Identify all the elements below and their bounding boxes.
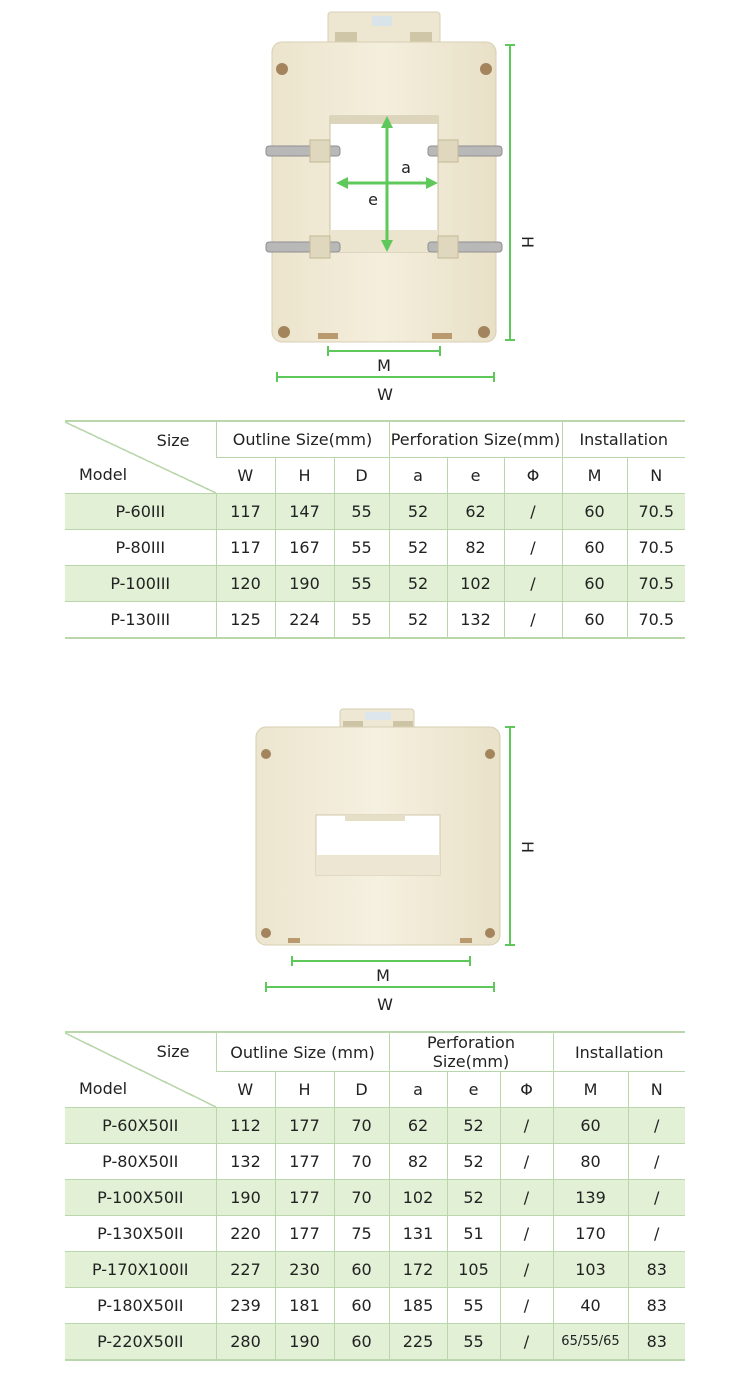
value-cell: 60 [334, 1288, 389, 1324]
value-cell: 105 [447, 1252, 500, 1288]
value-cell: 112 [216, 1108, 275, 1144]
perforation-window [316, 815, 440, 875]
dim-w-label: W [377, 385, 393, 404]
value-cell: 55 [447, 1288, 500, 1324]
table-row [65, 1252, 685, 1288]
value-cell: 65/55/65 [553, 1324, 628, 1361]
table-row [65, 1288, 685, 1324]
value-cell: 52 [389, 602, 447, 639]
value-cell: 167 [275, 530, 334, 566]
dim-h-label: H [518, 235, 537, 249]
value-cell: / [504, 566, 562, 602]
table1-col-d: D [334, 458, 389, 494]
value-cell: 40 [553, 1288, 628, 1324]
table2-col-w: W [216, 1072, 275, 1108]
value-cell: 190 [216, 1180, 275, 1216]
value-cell: 52 [447, 1180, 500, 1216]
spec-table-2 [65, 1031, 685, 1361]
value-cell: 117 [216, 494, 275, 530]
value-cell: 55 [447, 1324, 500, 1361]
value-cell: 239 [216, 1288, 275, 1324]
table2-col-n: N [628, 1072, 685, 1108]
value-cell: 70 [334, 1108, 389, 1144]
table-row [65, 1108, 685, 1144]
table1-col-h: H [275, 458, 334, 494]
value-cell: / [504, 602, 562, 639]
value-cell: 224 [275, 602, 334, 639]
table2-col-phi: Φ [500, 1072, 553, 1108]
value-cell: 170 [553, 1216, 628, 1252]
value-cell: 75 [334, 1216, 389, 1252]
value-cell: 103 [553, 1252, 628, 1288]
value-cell: / [504, 494, 562, 530]
model-cell: P-130III [65, 602, 216, 639]
transformer-drawing-2 [0, 695, 750, 1025]
table-row [65, 602, 685, 639]
value-cell: 60 [562, 566, 627, 602]
value-cell: / [628, 1216, 685, 1252]
value-cell: 83 [628, 1324, 685, 1361]
terminal-block [328, 12, 440, 46]
table-row [65, 1216, 685, 1252]
table-row [65, 1324, 685, 1361]
table2-size-label: Size [156, 1042, 190, 1061]
table1-group-perforation: Perforation Size(mm) [389, 421, 562, 458]
dim-h-label: H [518, 840, 537, 854]
value-cell: 55 [334, 530, 389, 566]
table-row [65, 1180, 685, 1216]
table2-col-a: a [389, 1072, 447, 1108]
table2-group-outline: Outline Size (mm) [216, 1032, 389, 1072]
value-cell: 70.5 [627, 530, 685, 566]
value-cell: 185 [389, 1288, 447, 1324]
model-cell: P-80X50II [65, 1144, 216, 1180]
value-cell: 139 [553, 1180, 628, 1216]
table1-size-label: Size [156, 431, 190, 450]
table1-model-label: Model [79, 465, 128, 484]
value-cell: 60 [553, 1108, 628, 1144]
value-cell: / [500, 1288, 553, 1324]
value-cell: 117 [216, 530, 275, 566]
value-cell: 60 [562, 602, 627, 639]
table1-col-e: e [447, 458, 504, 494]
value-cell: / [504, 530, 562, 566]
value-cell: / [628, 1108, 685, 1144]
value-cell: 70.5 [627, 566, 685, 602]
table2-group-installation: Installation [553, 1032, 685, 1072]
table-row [65, 494, 685, 530]
value-cell: 62 [447, 494, 504, 530]
table-row [65, 566, 685, 602]
model-cell: P-60III [65, 494, 216, 530]
value-cell: 177 [275, 1180, 334, 1216]
model-cell: P-180X50II [65, 1288, 216, 1324]
model-cell: P-100X50II [65, 1180, 216, 1216]
model-cell: P-80III [65, 530, 216, 566]
value-cell: 60 [562, 530, 627, 566]
value-cell: 82 [389, 1144, 447, 1180]
value-cell: 52 [447, 1108, 500, 1144]
value-cell: 70.5 [627, 602, 685, 639]
value-cell: 132 [216, 1144, 275, 1180]
value-cell: 120 [216, 566, 275, 602]
value-cell: 102 [389, 1180, 447, 1216]
value-cell: 60 [562, 494, 627, 530]
value-cell: 55 [334, 494, 389, 530]
table1-col-n: N [627, 458, 685, 494]
table1-col-w: W [216, 458, 275, 494]
value-cell: 172 [389, 1252, 447, 1288]
value-cell: 80 [553, 1144, 628, 1180]
table1-col-a: a [389, 458, 447, 494]
table-row [65, 530, 685, 566]
value-cell: 55 [334, 566, 389, 602]
table2-corner [65, 1032, 216, 1108]
value-cell: / [500, 1252, 553, 1288]
value-cell: 190 [275, 1324, 334, 1361]
value-cell: 225 [389, 1324, 447, 1361]
value-cell: 82 [447, 530, 504, 566]
value-cell: 102 [447, 566, 504, 602]
table1-corner [65, 421, 216, 494]
table2-model-label: Model [79, 1079, 128, 1098]
table1-group-installation: Installation [562, 421, 685, 458]
table1-col-m: M [562, 458, 627, 494]
value-cell: / [500, 1144, 553, 1180]
value-cell: 177 [275, 1216, 334, 1252]
value-cell: 52 [389, 566, 447, 602]
value-cell: / [500, 1324, 553, 1361]
dim-e-label: e [368, 190, 378, 209]
value-cell: 51 [447, 1216, 500, 1252]
table1-group-outline: Outline Size(mm) [216, 421, 389, 458]
table2-col-d: D [334, 1072, 389, 1108]
value-cell: 181 [275, 1288, 334, 1324]
value-cell: 177 [275, 1108, 334, 1144]
table2-col-h: H [275, 1072, 334, 1108]
value-cell: 131 [389, 1216, 447, 1252]
model-cell: P-170X100II [65, 1252, 216, 1288]
dim-m-label: M [377, 356, 391, 375]
value-cell: 280 [216, 1324, 275, 1361]
value-cell: / [500, 1108, 553, 1144]
value-cell: 70 [334, 1144, 389, 1180]
value-cell: 177 [275, 1144, 334, 1180]
value-cell: 60 [334, 1252, 389, 1288]
value-cell: 125 [216, 602, 275, 639]
model-cell: P-100III [65, 566, 216, 602]
table2-col-e: e [447, 1072, 500, 1108]
value-cell: 220 [216, 1216, 275, 1252]
value-cell: / [628, 1144, 685, 1180]
transformer-drawing-1 [0, 0, 750, 410]
spec-table-1 [65, 420, 685, 639]
table1-col-phi: Φ [504, 458, 562, 494]
model-cell: P-60X50II [65, 1108, 216, 1144]
value-cell: 62 [389, 1108, 447, 1144]
dim-w-label: W [377, 995, 393, 1014]
value-cell: 147 [275, 494, 334, 530]
value-cell: / [500, 1216, 553, 1252]
table2-col-m: M [553, 1072, 628, 1108]
value-cell: 190 [275, 566, 334, 602]
model-cell: P-130X50II [65, 1216, 216, 1252]
value-cell: 52 [447, 1144, 500, 1180]
dim-a-label: a [401, 158, 411, 177]
value-cell: 55 [334, 602, 389, 639]
value-cell: 227 [216, 1252, 275, 1288]
value-cell: 60 [334, 1324, 389, 1361]
dim-m-label: M [376, 966, 390, 985]
value-cell: 70.5 [627, 494, 685, 530]
table-row [65, 1144, 685, 1180]
value-cell: 83 [628, 1288, 685, 1324]
value-cell: 230 [275, 1252, 334, 1288]
value-cell: 83 [628, 1252, 685, 1288]
transformer-figure-1 [0, 0, 750, 410]
table2-group-perforation: Perforation Size(mm) [389, 1032, 553, 1072]
transformer-figure-2 [0, 695, 750, 1025]
value-cell: / [628, 1180, 685, 1216]
value-cell: 52 [389, 530, 447, 566]
value-cell: / [500, 1180, 553, 1216]
value-cell: 52 [389, 494, 447, 530]
value-cell: 70 [334, 1180, 389, 1216]
value-cell: 132 [447, 602, 504, 639]
model-cell: P-220X50II [65, 1324, 216, 1361]
